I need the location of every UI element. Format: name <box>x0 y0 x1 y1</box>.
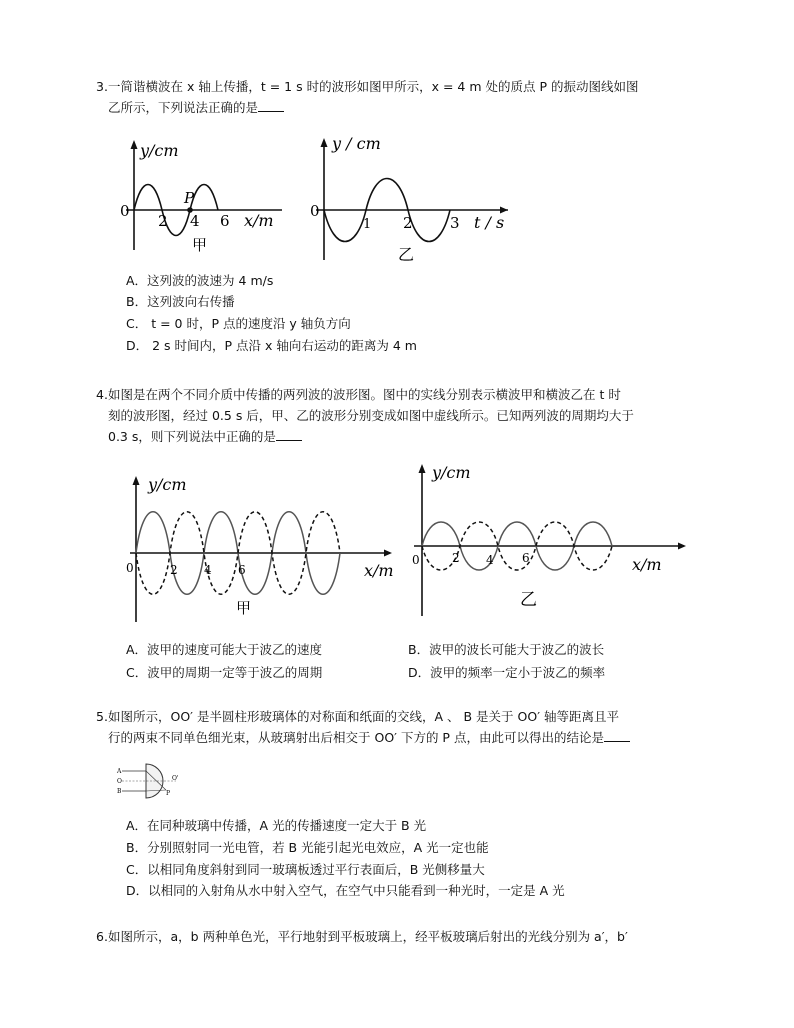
tick-label: 6 <box>220 212 230 230</box>
option-c[interactable]: C．波甲的周期一定等于波乙的周期 <box>126 665 323 680</box>
tick-label: 4 <box>486 553 494 567</box>
y-axis-label: y/cm <box>148 475 187 494</box>
tick-label: 1 <box>363 217 372 232</box>
point-p-label: P <box>166 790 171 797</box>
question-stem: 刻的波形图，经过 0.5 s 后，甲、乙的波形分别变成如图中虚线所示。已知两列波的周期均大于 <box>108 408 634 423</box>
figure-q4-wave-a <box>118 470 396 630</box>
question-stem: 一简谐横波在 x 轴上传播，t = 1 s 时的波形如图甲所示，x = 4 m 处的质点 P 的振动图线如图 <box>108 79 639 94</box>
ray-a-label: A <box>117 768 122 775</box>
figure-q3-wave <box>112 138 287 258</box>
question-number: 6. <box>96 929 108 944</box>
answer-blank <box>258 98 284 112</box>
question-stem: 如图是在两个不同介质中传播的两列波的波形图。图中的实线分别表示横波甲和横波乙在 t 时 <box>108 387 621 402</box>
answer-blank <box>276 427 302 441</box>
figure-caption: 乙 <box>520 590 537 610</box>
question-number: 5. <box>96 709 108 724</box>
figure-q3-vibration <box>302 130 510 265</box>
tick-label: 2 <box>403 214 413 232</box>
point-label: P <box>184 189 195 207</box>
option-a[interactable]: A．波甲的速度可能大于波乙的速度 <box>126 642 323 657</box>
axis-o-prime-label: O' <box>172 775 179 782</box>
question-3 <box>96 76 708 118</box>
question-stem: 0.3 s，则下列说法中正确的是 <box>108 426 708 447</box>
origin-label: 0 <box>310 202 320 220</box>
question-5 <box>96 706 708 748</box>
origin-label: 0 <box>126 561 134 575</box>
axis-o-label: O <box>117 778 122 785</box>
tick-label: 4 <box>204 563 212 577</box>
option-d[interactable]: D．以相同的入射角从水中射入空气，在空气中只能看到一种光时，一定是 A 光 <box>126 883 565 898</box>
tick-label: 6 <box>238 563 246 577</box>
question-stem: 如图所示，a，b 两种单色光，平行地射到平板玻璃上，经平板玻璃后射出的光线分别为 a′，b′ <box>108 929 628 944</box>
question-stem: 如图所示，OO′ 是半圆柱形玻璃体的对称面和纸面的交线，A 、 B 是关于 OO′ 轴等距离且平 <box>108 709 620 724</box>
option-b[interactable]: B．波甲的波长可能大于波乙的波长 <box>408 642 605 657</box>
option-d[interactable]: D． 2 s 时间内，P 点沿 x 轴向右运动的距离为 4 m <box>126 338 417 353</box>
question-number: 3. <box>96 79 108 94</box>
question-4 <box>96 384 708 447</box>
ray-b-label: B <box>117 788 122 795</box>
tick-label: 4 <box>190 212 200 230</box>
option-b[interactable]: B．这列波向右传播 <box>126 294 235 309</box>
question-stem: 乙所示，下列说法正确的是 <box>108 97 708 118</box>
question-stem: 行的两束不同单色细光束，从玻璃射出后相交于 OO′ 下方的 P 点，由此可以得出的结论是 <box>108 727 708 748</box>
origin-label: 0 <box>120 202 130 220</box>
figure-caption: 甲 <box>236 599 252 617</box>
option-d[interactable]: D．波甲的频率一定小于波乙的频率 <box>408 665 606 680</box>
answer-blank <box>604 728 630 742</box>
option-c[interactable]: C． t = 0 时，P 点的速度沿 y 轴负方向 <box>126 316 351 331</box>
x-axis-label: x/m <box>364 561 394 580</box>
y-axis-label: y / cm <box>332 134 381 153</box>
option-a[interactable]: A．在同种玻璃中传播，A 光的传播速度一定大于 B 光 <box>126 818 427 833</box>
tick-label: 2 <box>170 563 178 577</box>
x-axis-label: x/m <box>244 211 274 230</box>
tick-label: 3 <box>450 214 460 232</box>
figure-q5-glass <box>116 760 180 802</box>
figure-q4-wave-b <box>408 460 692 620</box>
figure-caption: 乙 <box>398 245 415 264</box>
option-c[interactable]: C．以相同角度斜射到同一玻璃板透过平行表面后，B 光侧移量大 <box>126 862 485 877</box>
y-axis-label: y/cm <box>432 463 471 482</box>
option-b[interactable]: B．分别照射同一光电管，若 B 光能引起光电效应，A 光一定也能 <box>126 840 489 855</box>
x-axis-label: x/m <box>632 555 662 574</box>
y-axis-label: y/cm <box>140 141 179 160</box>
figure-caption: 甲 <box>192 236 208 254</box>
question-number: 4. <box>96 387 108 402</box>
tick-label: 6 <box>522 551 530 565</box>
question-6 <box>96 926 708 947</box>
option-a[interactable]: A．这列波的波速为 4 m/s <box>126 273 274 288</box>
origin-label: 0 <box>412 553 420 567</box>
x-axis-label: t / s <box>474 213 505 232</box>
tick-label: 2 <box>452 551 460 565</box>
tick-label: 2 <box>158 212 168 230</box>
